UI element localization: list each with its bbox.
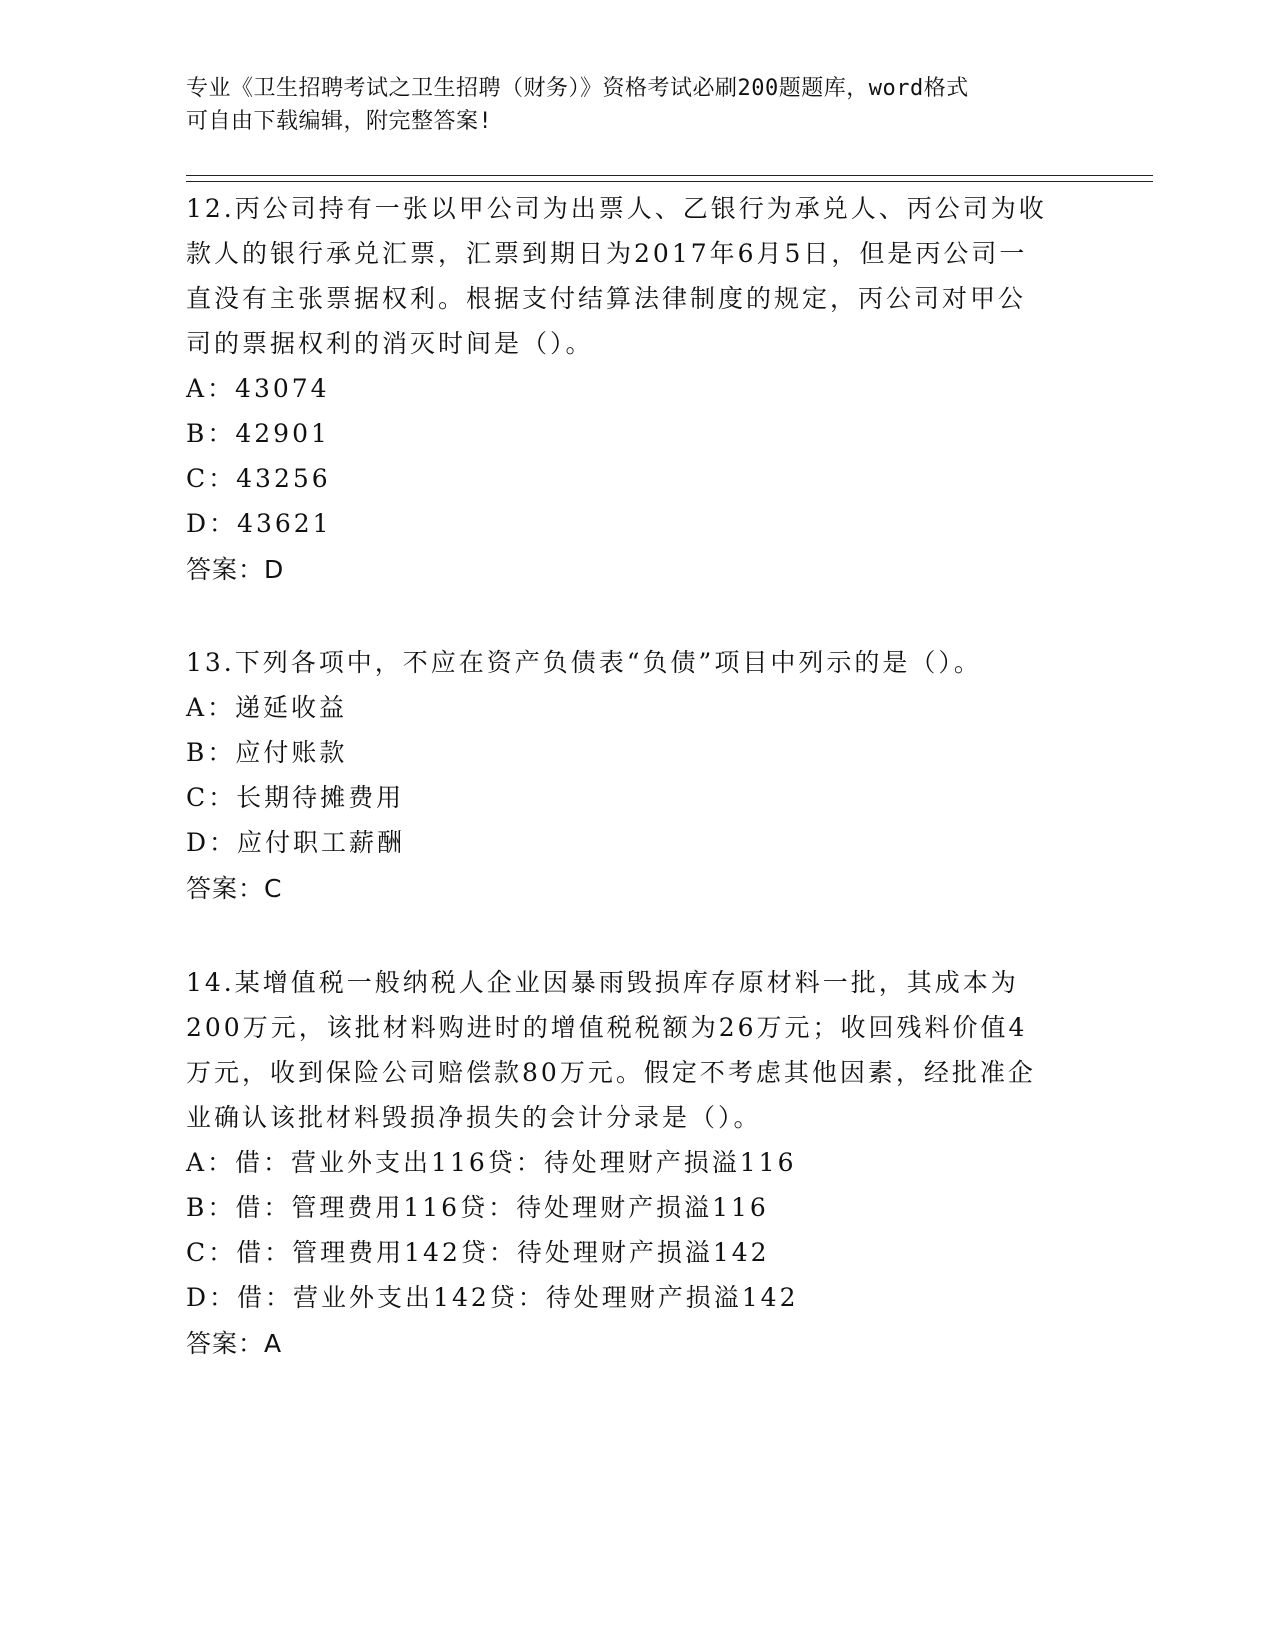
stem-line: 12.丙公司持有一张以甲公司为出票人、乙银行为承兑人、丙公司为收	[186, 194, 1047, 223]
stem-line: 款人的银行承兑汇票，汇票到期日为2017年6月5日，但是丙公司一	[186, 239, 1028, 268]
answer-label: 答案：C	[186, 874, 283, 903]
header-divider-top	[186, 175, 1153, 176]
header-divider-bottom	[186, 181, 1153, 182]
stem-line: 万元，收到保险公司赔偿款80万元。假定不考虑其他因素，经批准企	[186, 1058, 1036, 1087]
stem-line: 司的票据权利的消灭时间是（）。	[186, 329, 594, 358]
option-b: B：42901	[186, 419, 330, 448]
question-13	[186, 640, 1086, 911]
question-14	[186, 960, 1086, 1366]
question-stem	[186, 960, 1086, 1140]
stem-line: 14.某增值税一般纳税人企业因暴雨毁损库存原材料一批，其成本为	[186, 968, 1019, 997]
option-d: D：应付职工薪酬	[186, 828, 406, 857]
option-c: C：借：管理费用142贷：待处理财产损溢142	[186, 1238, 770, 1267]
question-12	[186, 186, 1086, 592]
option-b: B：借：管理费用116贷：待处理财产损溢116	[186, 1193, 769, 1222]
option-a: A：43074	[186, 374, 330, 403]
option-a: A：递延收益	[186, 693, 348, 722]
stem-line: 直没有主张票据权利。根据支付结算法律制度的规定，丙公司对甲公	[186, 284, 1027, 313]
option-c: C：43256	[186, 464, 331, 493]
document-header	[186, 72, 1086, 138]
header-line-2: 可自由下载编辑，附完整答案!	[186, 109, 493, 134]
stem-line: 13.下列各项中，不应在资产负债表“负债”项目中列示的是（）。	[186, 648, 982, 677]
option-c: C：长期待摊费用	[186, 783, 405, 812]
question-stem	[186, 186, 1086, 366]
option-b: B：应付账款	[186, 738, 348, 767]
question-stem	[186, 640, 1086, 685]
option-d: D：43621	[186, 509, 332, 538]
answer-label: 答案：A	[186, 1329, 283, 1358]
stem-line: 200万元，该批材料购进时的增值税税额为26万元；收回残料价值4	[186, 1013, 1028, 1042]
answer-label: 答案：D	[186, 555, 285, 584]
option-a: A：借：营业外支出116贷：待处理财产损溢116	[186, 1148, 797, 1177]
option-d: D：借：营业外支出142贷：待处理财产损溢142	[186, 1283, 799, 1312]
stem-line: 业确认该批材料毁损净损失的会计分录是（）。	[186, 1103, 762, 1132]
header-line-1: 专业《卫生招聘考试之卫生招聘（财务）》资格考试必刷200题题库，word格式	[186, 76, 969, 101]
